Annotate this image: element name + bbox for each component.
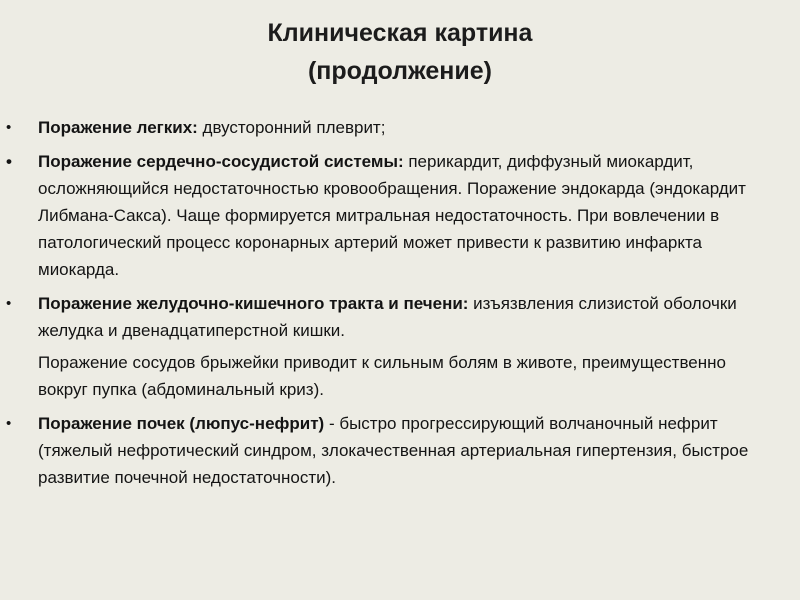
item-text: изъязвления слизистой оболочки желудка и двенадцатиперстной кишки. [38,294,737,340]
item-text: двусторонний плеврит; [197,118,386,137]
list-item-gastrointestinal [0,290,800,344]
item-heading: Поражение желудочно-кишечного тракта и печени: [38,294,469,313]
item-heading: Поражение легких: [38,118,198,137]
list-item-lungs [0,114,800,141]
item-heading: Поражение почек (люпус-нефрит) [38,414,325,433]
slide-title [0,14,800,90]
item-text: - быстро прогрессирующий волчаночный нефрит (тяжелый нефротический синдром, злокачественная артериальная гипертензия, быстрое развитие почечной недостаточности). [38,414,749,487]
bullet-list [0,114,800,491]
item-text: Поражение сосудов брыжейки приводит к сильным болям в животе, преимущественно вокруг пупка (абдоминальный криз). [38,353,726,399]
title-line-1: Клиническая картина [267,19,533,47]
bullet-icon: • [6,295,12,312]
list-item-kidneys [0,410,800,491]
title-line-2: (продолжение) [307,57,493,85]
bullet-icon: • [6,152,12,171]
list-item-cardiovascular [0,148,800,283]
item-text: перикардит, диффузный миокардит, осложняющийся недостаточностью кровообращения. Поражение эндокарда (эндокардит Либмана-Сакса). Чаще формируется митральная недостаточность. При вовлечении в патологический процесс коронарных артерий может привести к развитию инфаркта миокарда. [38,152,746,279]
bullet-icon: • [6,119,12,136]
bullet-icon: • [6,415,12,432]
list-item-mesentery [0,349,800,403]
item-heading: Поражение сердечно-сосудистой системы: [38,152,404,171]
